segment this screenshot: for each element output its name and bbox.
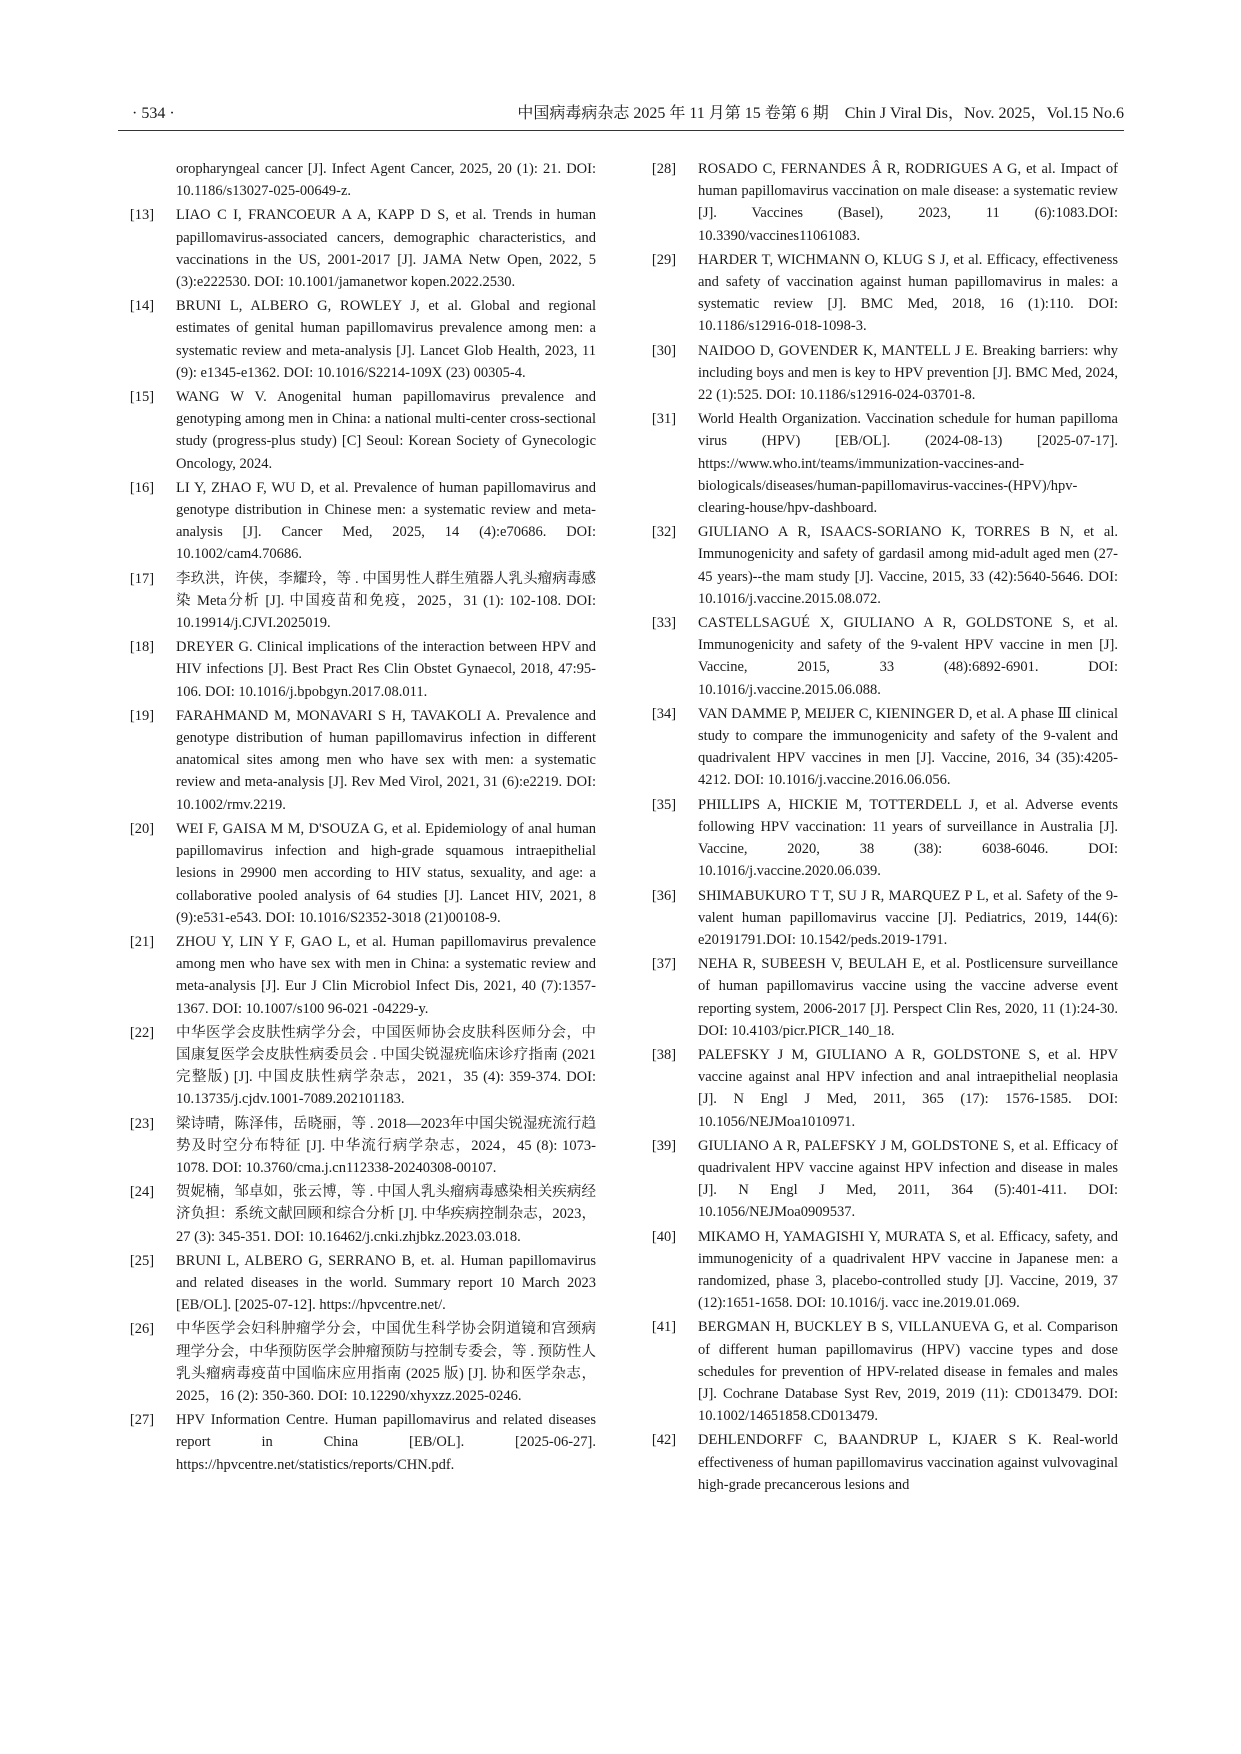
reference-text: MIKAMO H, YAMAGISHI Y, MURATA S, et al. Efficacy, safety, and immunogenicity of a quadrivalent HPV vaccine in Japanese men: a randomized, phase 3, placebo-controlled study [J]. Vaccine, 2019, 37 (12):1651-1658. DOI: 10.1016/j. vacc ine.2019.01.069.: [698, 1228, 1118, 1312]
reference-item: [118, 477, 596, 566]
reference-item: [640, 408, 1118, 519]
reference-text: NAIDOO D, GOVENDER K, MANTELL J E. Breaking barriers: why including boys and men is key to HPV prevention [J]. BMC Med, 2024, 22 (1):525. DOI: 10.1186/s12916-024-03701-8.: [698, 342, 1118, 404]
reference-number: [15]: [129, 389, 155, 406]
reference-number: [34]: [651, 705, 677, 722]
reference-text: WEI F, GAISA M M, D'SOUZA G, et al. Epidemiology of anal human papillomavirus infection and high-grade squamous intraepithelial lesions in 29900 men according to HIV status, sexuality, and age: a collaborative pooled analysis of 64 studies [J]. Lancet HIV, 2021, 8 (9):e531-e543. DOI: 10.1016/S2352-3018 (21)00108-9.: [176, 820, 596, 926]
reference-item: [640, 1135, 1118, 1224]
reference-number: [18]: [129, 639, 155, 656]
reference-item: [640, 340, 1118, 407]
running-header: [118, 102, 1124, 126]
reference-text: BRUNI L, ALBERO G, SERRANO B, et. al. Human papillomavirus and related diseases in the world. Summary report 10 March 2023 [EB/OL]. [2025-07-12]. https://hpvcentre.net/.: [176, 1252, 596, 1314]
reference-number: [31]: [651, 411, 677, 428]
references-right-column: [640, 158, 1118, 1498]
reference-text: 中华医学会妇科肿瘤学分会，中国优生科学协会阴道镜和宫颈病理学分会，中华预防医学会肿瘤预防与控制专委会，等 . 预防性人乳头瘤病毒疫苗中国临床应用指南 (2025 版) [J]. 协和医学杂志，2025，16 (2): 350-360. DOI: 10.12290/xhyxzz.2025-0246.: [176, 1321, 596, 1404]
reference-text: DREYER G. Clinical implications of the interaction between HPV and HIV infections [J]. Best Pract Res Clin Obstet Gynaecol, 2018, 47:95-106. DOI: 10.1016/j.bpobgyn.2017.08.011.: [176, 639, 596, 700]
reference-number: [40]: [651, 1228, 677, 1245]
reference-text: PALEFSKY J M, GIULIANO A R, GOLDSTONE S, et al. HPV vaccine against anal HPV infection and anal intraepithelial neoplasia [J]. N Engl J Med, 2011, 365 (17): 1576-1585. DOI: 10.1056/NEJMoa1010971.: [698, 1046, 1118, 1130]
reference-text: NEHA R, SUBEESH V, BEULAH E, et al. Postlicensure surveillance of human papillomavirus vaccine using the vaccine adverse event reporting system, 2006-2017 [J]. Perspect Clin Res, 2020, 11 (1):24-30. DOI: 10.4103/picr.PICR_140_18.: [698, 956, 1118, 1039]
reference-number: [42]: [651, 1432, 677, 1449]
reference-text: VAN DAMME P, MEIJER C, KIENINGER D, et al. A phase Ⅲ clinical study to compare the immunogenicity and safety of the 9-valent and quadrivalent HPV vaccines in men [J]. Vaccine, 2016, 34 (35):4205-4212. DOI: 10.1016/j.vaccine.2016.06.056.: [698, 705, 1118, 789]
reference-number: [21]: [129, 933, 155, 950]
reference-text: FARAHMAND M, MONAVARI S H, TAVAKOLI A. Prevalence and genotype distribution of human papillomavirus infection in different anatomical sites among men who have sex with men: a systematic review and meta-analysis [J]. Rev Med Virol, 2021, 31 (6):e2219. DOI: 10.1002/rmv.2219.: [176, 707, 596, 813]
reference-text: oropharyngeal cancer [J]. Infect Agent Cancer, 2025, 20 (1): 21. DOI: 10.1186/s13027-025-00649-z.: [176, 161, 596, 200]
reference-number: [38]: [651, 1046, 677, 1063]
reference-item: [118, 386, 596, 475]
header-rule: [118, 130, 1124, 131]
reference-item: [118, 1022, 596, 1111]
reference-text: ROSADO C, FERNANDES Â R, RODRIGUES A G, et al. Impact of human papillomavirus vaccination on male disease: a systematic review [J]. Vaccines (Basel), 2023, 11 (6):1083.DOI: 10.3390/vaccines11061083.: [698, 161, 1118, 244]
reference-text: LIAO C I, FRANCOEUR A A, KAPP D S, et al. Trends in human papillomavirus-associated cancers, demographic characteristics, and vaccinations in the US, 2001-2017 [J]. JAMA Netw Open, 2022, 5 (3):e222530. DOI: 10.1001/jamanetwor kopen.2022.2530.: [176, 207, 596, 291]
reference-item: [118, 1113, 596, 1180]
reference-text: 贺妮楠，邹卓如，张云博，等 . 中国人乳头瘤病毒感染相关疾病经济负担：系统文献回顾和综合分析 [J]. 中华疾病控制杂志，2023，27 (3): 345-351. DOI: 10.16462/j.cnki.zhjbkz.2023.03.018.: [176, 1184, 596, 1245]
reference-number: [29]: [651, 251, 677, 268]
reference-text: SHIMABUKURO T T, SU J R, MARQUEZ P L, et al. Safety of the 9-valent human papillomavirus vaccine [J]. Pediatrics, 2019, 144(6): e20191791.DOI: 10.1542/peds.2019-1791.: [698, 887, 1118, 948]
reference-number: [22]: [129, 1024, 155, 1041]
reference-number: [23]: [129, 1115, 155, 1132]
reference-number: [39]: [651, 1137, 677, 1154]
reference-item: [640, 521, 1118, 610]
reference-text: GIULIANO A R, PALEFSKY J M, GOLDSTONE S, et al. Efficacy of quadrivalent HPV vaccine against HPV infection and disease in males [J]. N Engl J Med, 2011, 364 (5):401-411. DOI: 10.1056/NEJMoa0909537.: [698, 1137, 1118, 1221]
reference-item: [640, 1226, 1118, 1315]
reference-item: [640, 1429, 1118, 1496]
reference-item: [118, 295, 596, 384]
reference-item: [640, 249, 1118, 338]
reference-text: DEHLENDORFF C, BAANDRUP L, KJAER S K. Real-world effectiveness of human papillomavirus vaccination against vulvovaginal high-grade precancerous lesions and: [698, 1432, 1118, 1493]
reference-number: [14]: [129, 298, 155, 315]
reference-item: [640, 794, 1118, 883]
page-number: · 534 ·: [132, 105, 175, 122]
reference-item: [118, 931, 596, 1020]
reference-number: [32]: [651, 524, 677, 541]
reference-item: [640, 703, 1118, 792]
reference-number: [16]: [129, 479, 155, 496]
reference-text: LI Y, ZHAO F, WU D, et al. Prevalence of human papillomavirus and genotype distribution in Chinese men: a systematic review and meta-analysis [J]. Cancer Med, 2025, 14 (4):e70686. DOI: 10.1002/cam4.70686.: [176, 479, 596, 563]
reference-item: [118, 1409, 596, 1476]
reference-item: [118, 818, 596, 929]
reference-text: WANG W V. Anogenital human papillomavirus prevalence and genotyping among men in China: a national multi-center cross-sectional study (progress-plus study) [C] Seoul: Korean Society of Gynecologic Oncology, 2024.: [176, 389, 596, 472]
reference-text: 李玖洪，许侠，李耀玲，等 . 中国男性人群生殖器人乳头瘤病毒感染 Meta分析 [J]. 中国疫苗和免疫，2025，31 (1): 102-108. DOI: 10.19914/j.CJVI.2025019.: [176, 570, 596, 632]
reference-text: World Health Organization. Vaccination schedule for human papilloma virus (HPV) [EB/OL]. (2024-08-13) [2025-07-17]. https://www.who.int/teams/immunization-vaccines-and-biologicals/diseases/human-papillomavirus-vaccines-(HPV)/hpv-clearing-house/hpv-dashboard.: [698, 411, 1118, 517]
reference-number: [26]: [129, 1321, 155, 1338]
reference-text: 梁诗晴，陈泽伟，岳晓丽，等 . 2018—2023年中国尖锐湿疣流行趋势及时空分布特征 [J]. 中华流行病学杂志，2024，45 (8): 1073-1078. DOI: 10.3760/cma.j.cn112338-20240308-00107.: [176, 1115, 596, 1176]
reference-number: [20]: [129, 820, 155, 837]
reference-number: [35]: [651, 796, 677, 813]
reference-number: [24]: [129, 1184, 155, 1201]
reference-text: BERGMAN H, BUCKLEY B S, VILLANUEVA G, et al. Comparison of different human papillomavirus (HPV) vaccine types and dose schedules for prevention of HPV-related disease in females and males [J]. Cochrane Database Syst Rev, 2019, 2019 (11): CD013479. DOI: 10.1002/14651858.CD013479.: [698, 1319, 1118, 1425]
reference-item: [118, 636, 596, 703]
reference-item: [118, 204, 596, 293]
reference-item: [640, 885, 1118, 952]
reference-item: [640, 158, 1118, 247]
reference-item: [118, 1250, 596, 1317]
reference-item: [118, 158, 596, 202]
reference-number: [41]: [651, 1319, 677, 1336]
reference-text: ZHOU Y, LIN Y F, GAO L, et al. Human papillomavirus prevalence among men who have sex with men in China: a systematic review and meta-analysis [J]. Eur J Clin Microbiol Infect Dis, 2021, 40 (7):1357-1367. DOI: 10.1007/s100 96-021 -04229-y.: [176, 933, 596, 1017]
reference-text: HPV Information Centre. Human papillomavirus and related diseases report in China [EB/OL]. [2025-06-27]. https://hpvcentre.net/statistics/reports/CHN.pdf.: [176, 1412, 596, 1473]
reference-number: [19]: [129, 707, 155, 724]
reference-item: [640, 1044, 1118, 1133]
reference-number: [13]: [129, 207, 155, 224]
references-left-column: [118, 158, 596, 1478]
journal-citation-line: 中国病毒病杂志 2025 年 11 月第 15 卷第 6 期 Chin J Viral Dis，Nov. 2025，Vol.15 No.6: [517, 105, 1124, 122]
reference-item: [118, 568, 596, 635]
reference-item: [118, 1181, 596, 1248]
reference-number: [36]: [651, 887, 677, 904]
reference-text: CASTELLSAGUÉ X, GIULIANO A R, GOLDSTONE S, et al. Immunogenicity and safety of the 9-valent HPV vaccine in men [J]. Vaccine, 2015, 33 (48):6892-6901. DOI: 10.1016/j.vaccine.2015.06.088.: [698, 615, 1118, 698]
reference-number: [33]: [651, 615, 677, 632]
reference-item: [118, 1318, 596, 1407]
reference-item: [640, 1316, 1118, 1427]
reference-text: 中华医学会皮肤性病学分会，中国医师协会皮肤科医师分会，中国康复医学会皮肤性病委员会 . 中国尖锐湿疣临床诊疗指南 (2021完整版) [J]. 中国皮肤性病学杂志，2021，35 (4): 359-374. DOI: 10.13735/j.cjdv.1001-7089.202101183.: [176, 1024, 596, 1108]
reference-item: [640, 953, 1118, 1042]
reference-number: [27]: [129, 1412, 155, 1429]
reference-number: [30]: [651, 342, 677, 359]
reference-number: [37]: [651, 956, 677, 973]
reference-text: PHILLIPS A, HICKIE M, TOTTERDELL J, et al. Adverse events following HPV vaccination: 11 years of surveillance in Australia [J]. Vaccine, 2020, 38 (38): 6038-6046. DOI: 10.1016/j.vaccine.2020.06.039.: [698, 796, 1118, 880]
reference-number: [25]: [129, 1252, 155, 1269]
reference-text: GIULIANO A R, ISAACS-SORIANO K, TORRES B N, et al. Immunogenicity and safety of gardasil among mid-adult aged men (27-45 years)--the mam study [J]. Vaccine, 2015, 33 (42):5640-5646. DOI: 10.1016/j.vaccine.2015.08.072.: [698, 524, 1118, 607]
reference-number: [17]: [129, 570, 155, 587]
reference-number: [28]: [651, 161, 677, 177]
reference-text: BRUNI L, ALBERO G, ROWLEY J, et al. Global and regional estimates of genital human papillomavirus prevalence among men: a systematic review and meta-analysis [J]. Lancet Glob Health, 2023, 11 (9): e1345-e1362. DOI: 10.1016/S2214-109X (23) 00305-4.: [176, 298, 596, 381]
reference-item: [640, 612, 1118, 701]
reference-item: [118, 705, 596, 816]
reference-text: HARDER T, WICHMANN O, KLUG S J, et al. Efficacy, effectiveness and safety of vaccination against human papillomavirus in males: a systematic review [J]. BMC Med, 2018, 16 (1):110. DOI: 10.1186/s12916-018-1098-3.: [698, 251, 1118, 335]
